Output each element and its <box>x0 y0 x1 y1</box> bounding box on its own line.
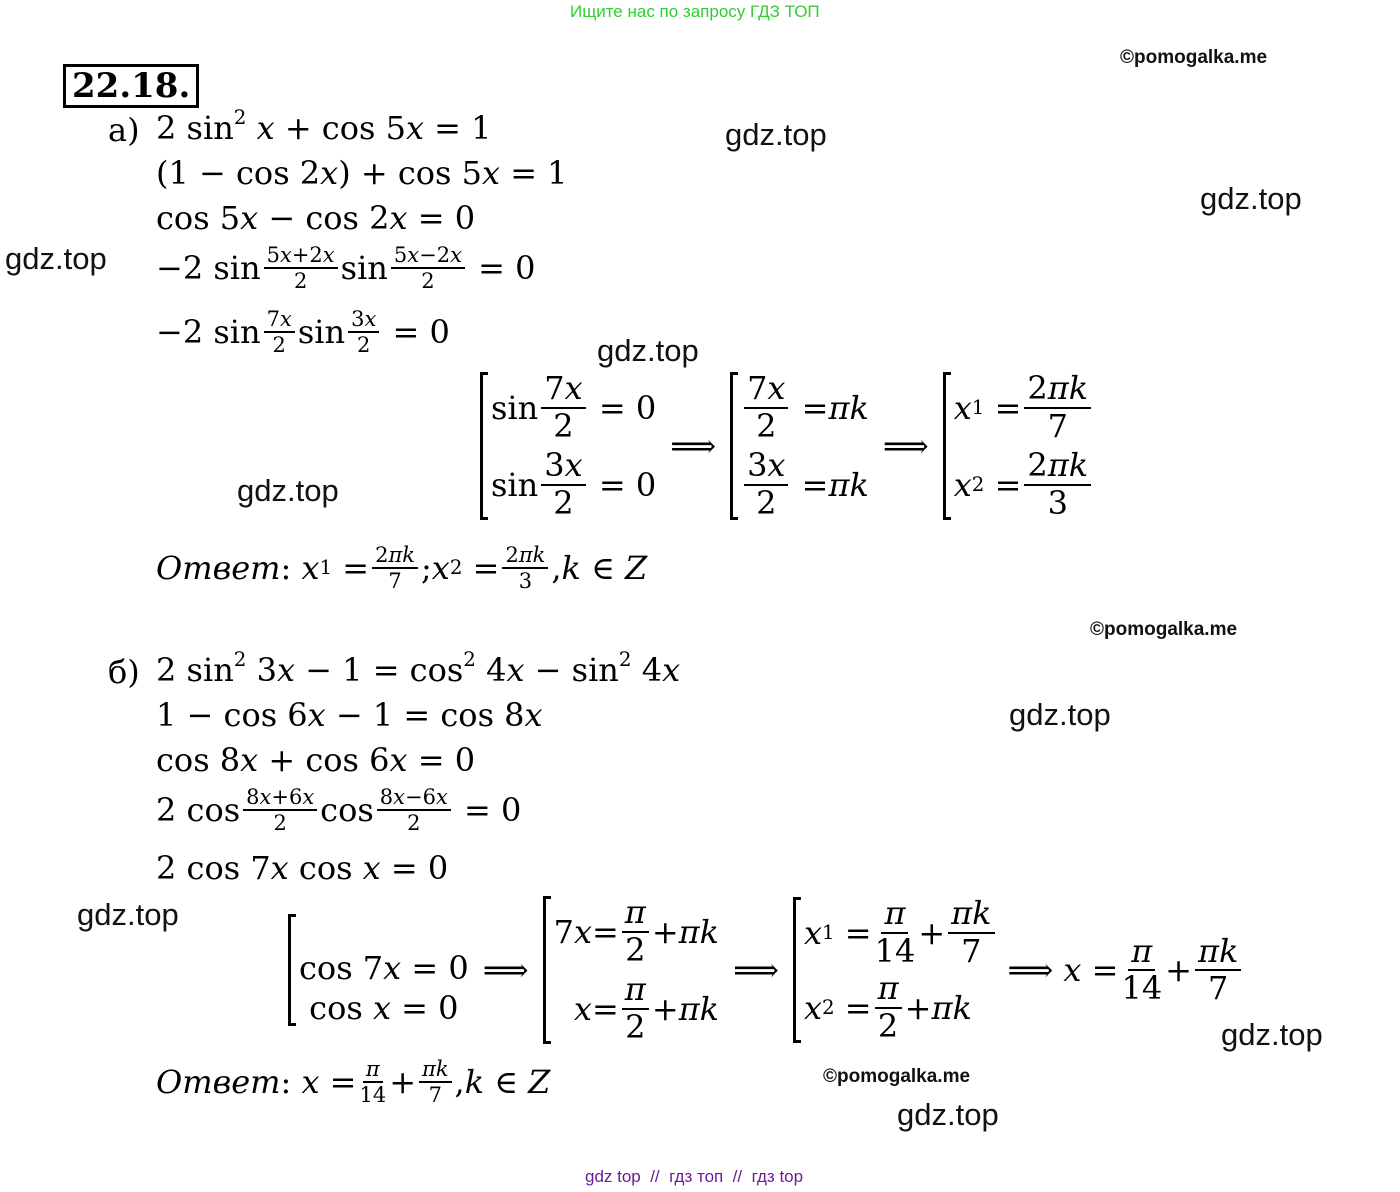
system-a-1: sin 7x 2 = 0 sin 3x 2 = 0 <box>480 372 656 520</box>
system-b-1: cos 7x = 0 cos x = 0 <box>288 914 469 1026</box>
watermark: gdz.top <box>5 241 107 276</box>
equation-b4: 2 cos 8x+6x 2 cos 8x−6x 2 = 0 <box>156 785 522 836</box>
equation-b2: 1 − cos 6x − 1 = cos 8x <box>156 696 543 734</box>
answer-word: Ответ <box>156 1063 281 1102</box>
answer-a: Ответ : x 1 = 2πk 7 ; x 2 = 2πk 3 , k ∈ Z <box>156 543 648 594</box>
equation-b5: 2 cos 7x cos x = 0 <box>156 849 449 887</box>
watermark: gdz.top <box>1221 1017 1323 1052</box>
part-b-label: б) <box>108 653 140 691</box>
problem-number: 22.18. <box>63 64 199 108</box>
watermark: gdz.top <box>237 473 339 508</box>
answer-b: Ответ : x = π 14 + πk 7 , k ∈ Z <box>156 1057 551 1108</box>
system-b: cos 7x = 0 cos x = 0 ⟹ 7 x = π 2 + πk x = π 2 + πk ⟹ x 1 = π 14 + πk 7 x 2 = π 2 + πk ⟹ x = π 14 + πk 7 <box>288 896 1244 1044</box>
system-a: sin 7x 2 = 0 sin 3x 2 = 0 ⟹ 7x 2 = πk 3x 2 = πk ⟹ x 1 = 2πk 7 x 2 = 2πk 3 <box>480 372 1094 520</box>
part-a-label: а) <box>108 111 140 149</box>
system-b-3: x 1 = π 14 + πk 7 x 2 = π 2 + πk <box>793 897 998 1043</box>
watermark: gdz.top <box>725 117 827 152</box>
watermark: gdz.top <box>1009 697 1111 732</box>
top-banner: Ищите нас по запросу ГДЗ ТОП <box>570 2 820 21</box>
watermark: gdz.top <box>597 333 699 368</box>
final-b: x = π 14 + πk 7 <box>1063 935 1244 1006</box>
watermark: gdz.top <box>897 1097 999 1132</box>
answer-word: Ответ <box>156 549 281 588</box>
equation-b1: 2 $\sin^2 3x - 1 = \cos^2 4x - \sin^2 4x$ <box>156 648 681 689</box>
equation-a1: 2 $\sin^2 x + \cos 5x = 1$ <box>156 106 492 147</box>
equation-a5: −2 sin 7x 2 sin 3x 2 = 0 <box>156 307 450 358</box>
watermark: gdz.top <box>77 897 179 932</box>
footer-links: gdz top // гдз топ // гдз top <box>585 1167 804 1186</box>
equation-b3: cos 8x + cos 6x = 0 <box>156 741 476 779</box>
system-a-3: x 1 = 2πk 7 x 2 = 2πk 3 <box>943 372 1094 520</box>
copyright-label: ©pomogalka.me <box>1120 47 1268 68</box>
system-b-2: 7 x = π 2 + πk x = π 2 + πk <box>543 896 719 1044</box>
watermark: gdz.top <box>1200 181 1302 216</box>
copyright-label: ©pomogalka.me <box>1090 619 1238 640</box>
equation-a2: (1 − cos 2x) + cos 5x = 1 <box>156 154 568 192</box>
equation-a3: cos 5x − cos 2x = 0 <box>156 199 476 237</box>
equation-a4: −2 sin 5x+2x 2 sin 5x−2x 2 = 0 <box>156 243 536 294</box>
copyright-label: ©pomogalka.me <box>823 1066 971 1087</box>
system-a-2: 7x 2 = πk 3x 2 = πk <box>730 372 869 520</box>
